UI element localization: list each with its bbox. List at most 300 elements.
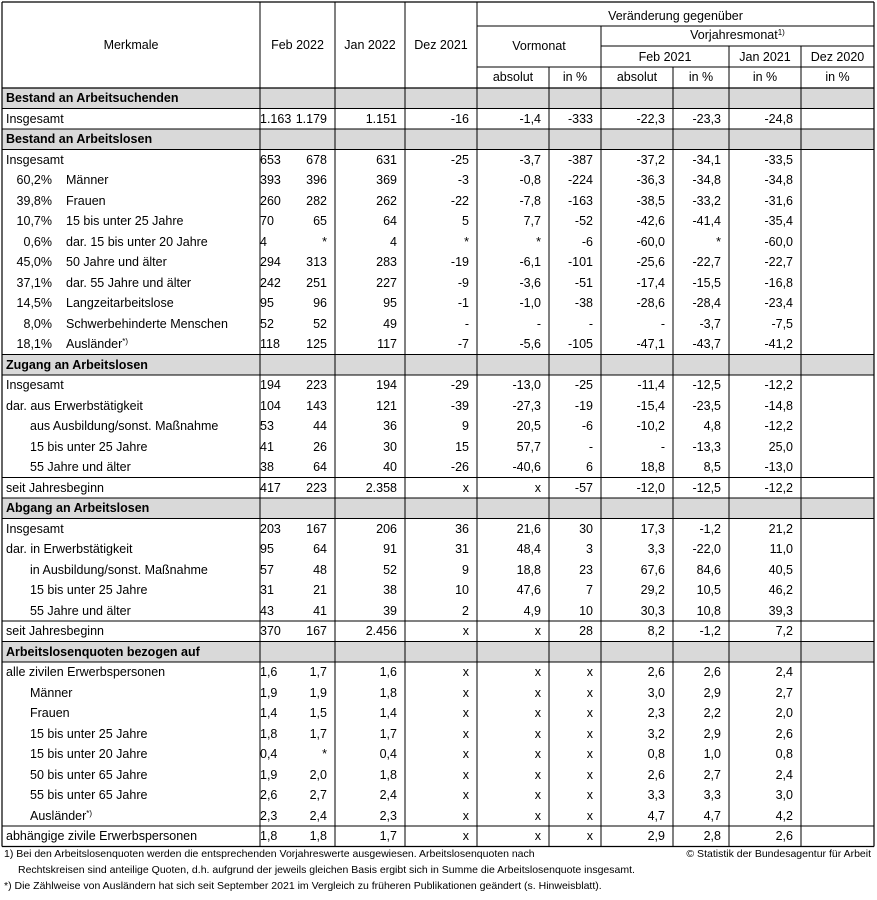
table-cell: -13,3 xyxy=(692,439,721,454)
table-cell: x xyxy=(462,706,469,720)
footnote-2: *) Die Zählweise von Ausländern hat sich seit September 2021 im Vergleich zu früheren Publikationen geändert (s. Hinweisblatt). xyxy=(4,880,602,892)
table-cell: 1,6 xyxy=(379,665,397,679)
table-cell: 30 xyxy=(383,439,397,454)
table-cell: -28,6 xyxy=(636,296,665,310)
table-cell: -22,0 xyxy=(692,542,721,556)
table-cell: -224 xyxy=(567,173,593,187)
table-cell: 17,3 xyxy=(640,521,665,536)
table-cell: 2,7 xyxy=(775,685,793,700)
table-cell: 67,6 xyxy=(640,562,665,577)
row-label-text: dar. 55 Jahre und älter xyxy=(66,275,192,290)
table-cell: 4 xyxy=(390,234,397,249)
table-cell: 38 xyxy=(383,583,397,597)
table-cell: -3,6 xyxy=(519,275,541,290)
share-percent: 60,2% xyxy=(16,173,52,187)
table-cell: -34,1 xyxy=(692,152,721,167)
table-cell: 2,2 xyxy=(703,706,721,720)
table-cell: 95 xyxy=(260,296,274,310)
table-cell: 64 xyxy=(313,542,327,556)
header-veraenderung: Veränderung gegenüber xyxy=(608,9,743,23)
header-vj-in-prozent: in % xyxy=(688,70,714,84)
row-label-text: 15 bis unter 25 Jahre xyxy=(66,214,184,228)
table-cell: 143 xyxy=(306,398,327,413)
table-cell: 283 xyxy=(376,255,397,269)
table-cell: -23,5 xyxy=(692,398,721,413)
table-cell: 38 xyxy=(260,460,274,474)
table-cell: -31,6 xyxy=(764,193,793,208)
row-label-text: Insgesamt xyxy=(6,521,64,536)
table-cell: 41 xyxy=(260,439,274,454)
table-cell: -25 xyxy=(574,378,593,392)
table-cell: -15,5 xyxy=(692,275,721,290)
table-cell: 43 xyxy=(260,603,274,618)
table-cell: 2.456 xyxy=(365,624,397,638)
table-cell: 4,9 xyxy=(523,603,541,618)
table-cell: 95 xyxy=(260,542,274,556)
table-cell: 20,5 xyxy=(516,419,541,433)
table-cell: 70 xyxy=(260,214,274,228)
table-cell: 36 xyxy=(383,419,397,433)
table-cell: 0,4 xyxy=(260,747,278,761)
table-cell: -1,2 xyxy=(699,624,721,638)
table-cell: -105 xyxy=(567,337,593,351)
table-cell: 48,4 xyxy=(516,542,541,556)
table-cell: -52 xyxy=(574,214,593,228)
table-cell: -41,2 xyxy=(764,337,793,351)
header-vm-in-prozent: in % xyxy=(562,70,588,84)
table-cell: 262 xyxy=(376,193,397,208)
header-merkmale: Merkmale xyxy=(103,38,159,52)
table-cell: 260 xyxy=(260,193,281,208)
table-cell: -34,8 xyxy=(764,173,793,187)
table-cell: 6 xyxy=(586,460,593,474)
row-label-text: 15 bis unter 25 Jahre xyxy=(30,726,148,741)
table-cell: 52 xyxy=(383,562,397,577)
row-label-text: dar. aus Erwerbstätigkeit xyxy=(6,398,143,413)
table-cell: 2,4 xyxy=(775,665,793,679)
table-cell: 125 xyxy=(306,337,327,351)
table-cell: 4,8 xyxy=(703,419,721,433)
table-cell: x xyxy=(462,480,469,495)
header-jan2022: Jan 2022 xyxy=(344,38,396,52)
table-cell: 1,8 xyxy=(379,767,397,782)
table-cell: * xyxy=(322,747,327,761)
row-label-text: Ausländer xyxy=(66,337,123,351)
table-cell: 31 xyxy=(260,583,274,597)
table-cell: -38 xyxy=(574,296,593,310)
table-cell: - xyxy=(660,439,665,454)
table-cell: 29,2 xyxy=(640,583,665,597)
table-cell: 678 xyxy=(306,152,327,167)
table-cell: 227 xyxy=(376,275,397,290)
section-heading: Bestand an Arbeitsuchenden xyxy=(6,91,179,105)
table-cell: -6 xyxy=(581,419,593,433)
table-cell: -3,7 xyxy=(699,316,721,331)
table-cell: 194 xyxy=(260,378,281,392)
table-cell: x xyxy=(462,624,469,638)
table-cell: 96 xyxy=(313,296,327,310)
row-label-text: 55 bis unter 65 Jahre xyxy=(30,788,148,802)
table-cell: -17,4 xyxy=(636,275,665,290)
row-label xyxy=(30,785,280,805)
table-cell: -9 xyxy=(457,275,469,290)
row-label-text: Frauen xyxy=(30,706,70,720)
table-cell: -41,4 xyxy=(692,214,721,228)
table-cell: 1,6 xyxy=(260,665,278,679)
row-label-text: Männer xyxy=(66,173,109,187)
row-label xyxy=(6,478,256,498)
table-cell: x xyxy=(586,706,593,720)
section-heading: Arbeitslosenquoten bezogen auf xyxy=(6,644,200,659)
row-label-text: Langzeitarbeitslose xyxy=(66,296,174,310)
row-label xyxy=(30,744,280,764)
row-label xyxy=(30,683,280,703)
table-cell: -163 xyxy=(567,193,593,208)
table-cell: 23 xyxy=(579,562,593,577)
header-dez2020: Dez 2020 xyxy=(810,50,865,64)
table-cell: 2,4 xyxy=(379,788,397,802)
table-cell: -60,0 xyxy=(636,234,665,249)
table-cell: 2,6 xyxy=(647,767,665,782)
table-cell: 4,2 xyxy=(775,808,793,823)
share-percent: 8,0% xyxy=(23,316,52,331)
table-cell: 393 xyxy=(260,173,281,187)
share-percent: 14,5% xyxy=(16,296,52,310)
table-cell: -11,4 xyxy=(637,378,665,392)
row-label-text: 15 bis unter 25 Jahre xyxy=(30,583,148,597)
table-cell: 1,8 xyxy=(260,726,278,741)
table-cell: x xyxy=(586,665,593,679)
table-cell: 44 xyxy=(313,419,327,433)
table-cell: - xyxy=(536,316,541,331)
share-percent: 0,6% xyxy=(23,234,52,249)
table-cell: 95 xyxy=(383,296,397,310)
footnote-1: 1) Bei den Arbeitslosenquoten werden die entsprechenden Vorjahreswerte ausgewiesen. Arbeitslosenquoten nach xyxy=(4,848,535,860)
row-label-text: 55 Jahre und älter xyxy=(30,460,131,474)
table-cell: 39 xyxy=(383,603,397,618)
row-label xyxy=(30,765,280,785)
table-cell: -12,2 xyxy=(764,378,793,392)
table-cell: x xyxy=(586,726,593,741)
table-cell: 7,7 xyxy=(523,214,541,228)
table-cell: -6 xyxy=(581,234,593,249)
table-cell: 7,2 xyxy=(775,624,793,638)
table-cell: -27,3 xyxy=(512,398,541,413)
table-cell: 18,8 xyxy=(516,562,541,577)
table-cell: x xyxy=(586,808,593,823)
table-cell: -12,2 xyxy=(764,480,793,495)
table-cell: -333 xyxy=(567,111,593,126)
table-cell: 194 xyxy=(376,378,397,392)
table-cell: 2,3 xyxy=(260,808,278,823)
table-cell: 2,0 xyxy=(775,706,793,720)
table-cell: x xyxy=(462,767,469,782)
row-label xyxy=(30,416,280,436)
table-cell: -25,6 xyxy=(636,255,665,269)
row-label xyxy=(6,621,256,641)
table-cell: -28,4 xyxy=(692,296,721,310)
table-cell: 2,8 xyxy=(703,829,721,843)
table-cell: 2,6 xyxy=(775,829,793,843)
row-label xyxy=(30,457,280,477)
table-cell: 121 xyxy=(376,398,397,413)
table-cell: -7 xyxy=(457,337,469,351)
table-cell: x xyxy=(534,747,541,761)
header-vm-absolut: absolut xyxy=(492,70,534,84)
row-label-text: Insgesamt xyxy=(6,378,64,392)
table-cell: 21,2 xyxy=(768,521,793,536)
row-label-text: 15 bis unter 25 Jahre xyxy=(30,439,148,454)
table-cell: -7,5 xyxy=(771,316,793,331)
copyright: © Statistik der Bundesagentur für Arbeit xyxy=(686,848,871,860)
table-cell: x xyxy=(462,726,469,741)
table-cell: 1,8 xyxy=(309,829,327,843)
row-label xyxy=(6,375,256,395)
row-label xyxy=(30,601,280,621)
table-cell: -3 xyxy=(457,173,469,187)
table-cell: 64 xyxy=(313,460,327,474)
table-cell: 91 xyxy=(383,542,397,556)
table-cell: -10,2 xyxy=(636,419,665,433)
table-cell: -42,6 xyxy=(636,214,665,228)
header-feb2022: Feb 2022 xyxy=(271,38,324,52)
table-cell: 2,6 xyxy=(260,788,278,802)
table-cell: x xyxy=(462,685,469,700)
table-cell: -29 xyxy=(450,378,469,392)
table-cell: 2,6 xyxy=(703,665,721,679)
table-cell: 52 xyxy=(313,316,327,331)
row-label xyxy=(6,150,256,170)
row-label-text: 55 Jahre und älter xyxy=(30,603,131,618)
row-label xyxy=(6,519,256,539)
share-percent: 39,8% xyxy=(16,193,52,208)
table-cell: -40,6 xyxy=(512,460,541,474)
table-cell: 2 xyxy=(462,603,469,618)
share-percent: 10,7% xyxy=(16,214,52,228)
table-cell: -23,3 xyxy=(692,111,721,126)
section-heading: Abgang an Arbeitslosen xyxy=(6,501,150,515)
table-cell: -387 xyxy=(567,152,593,167)
table-cell: 203 xyxy=(260,521,281,536)
table-cell: * xyxy=(322,234,327,249)
table-cell: x xyxy=(586,829,593,843)
table-cell: 2,9 xyxy=(647,829,665,843)
row-label xyxy=(6,662,256,682)
table-cell: * xyxy=(716,234,721,249)
table-cell: 1.151 xyxy=(365,111,397,126)
row-label xyxy=(6,826,256,846)
table-cell: 57 xyxy=(260,562,274,577)
table-cell: 370 xyxy=(260,624,281,638)
table-cell: 1,9 xyxy=(309,685,327,700)
table-cell: 15 xyxy=(455,439,469,454)
row-label xyxy=(6,396,256,416)
table-cell: -34,8 xyxy=(692,173,721,187)
row-label xyxy=(30,560,280,580)
table-cell: 1,8 xyxy=(260,829,278,843)
table-cell: 1,8 xyxy=(379,685,397,700)
table-cell: 26 xyxy=(313,439,327,454)
table-cell: 206 xyxy=(376,521,397,536)
table-cell: 2,7 xyxy=(309,788,327,802)
table-cell: x xyxy=(534,624,541,638)
share-percent: 37,1% xyxy=(16,275,52,290)
table-cell: x xyxy=(586,685,593,700)
table-cell: * xyxy=(464,234,469,249)
table-cell: 10,5 xyxy=(696,583,721,597)
table-cell: 5 xyxy=(462,214,469,228)
table-cell: 1.179 xyxy=(295,111,327,126)
table-cell: -33,2 xyxy=(692,193,721,208)
table-cell: 282 xyxy=(306,193,327,208)
table-cell: -25 xyxy=(450,152,469,167)
table-cell: 313 xyxy=(306,255,327,269)
table-cell: 167 xyxy=(306,624,327,638)
table-cell: x xyxy=(534,665,541,679)
row-label-text: seit Jahresbeginn xyxy=(6,480,104,495)
table-cell: 3,0 xyxy=(775,788,793,802)
table-cell: 3,3 xyxy=(647,788,665,802)
row-label-text: abhängige zivile Erwerbspersonen xyxy=(6,829,198,843)
table-cell: 2,4 xyxy=(309,808,327,823)
table-cell: 118 xyxy=(260,337,280,351)
table-cell: 57,7 xyxy=(516,439,541,454)
table-cell: x xyxy=(462,808,469,823)
table-cell: 40 xyxy=(383,460,397,474)
row-label-text: 50 bis unter 65 Jahre xyxy=(30,767,148,782)
table-cell: -19 xyxy=(450,255,469,269)
table-cell: -16 xyxy=(450,111,469,126)
table-cell: 3,3 xyxy=(703,788,721,802)
table-cell: 36 xyxy=(455,521,469,536)
table-cell: 25,0 xyxy=(768,439,793,454)
table-cell: -19 xyxy=(574,398,593,413)
table-cell: -22,7 xyxy=(692,255,721,269)
table-cell: 46,2 xyxy=(768,583,793,597)
table-cell: 7 xyxy=(586,583,593,597)
row-label-text: Frauen xyxy=(66,193,106,208)
header-dez2021: Dez 2021 xyxy=(414,38,468,52)
share-percent: 45,0% xyxy=(16,255,52,269)
row-label xyxy=(30,580,280,600)
table-cell: x xyxy=(534,685,541,700)
table-cell: -12,5 xyxy=(692,378,721,392)
row-label xyxy=(6,109,256,129)
table-cell: -6,1 xyxy=(519,255,541,269)
table-cell: 242 xyxy=(260,275,281,290)
table-cell: 1,7 xyxy=(309,665,327,679)
row-label xyxy=(30,806,280,826)
table-cell: 39,3 xyxy=(768,603,793,618)
table-cell: x xyxy=(586,767,593,782)
table-cell: -1,0 xyxy=(519,296,541,310)
row-label-text: Männer xyxy=(30,685,73,700)
table-cell: -1,2 xyxy=(699,521,721,536)
table-cell: 4,7 xyxy=(647,808,665,823)
table-cell: -38,5 xyxy=(636,193,665,208)
table-cell: 8,5 xyxy=(703,460,721,474)
table-cell: -22,3 xyxy=(636,111,665,126)
table-cell: 9 xyxy=(462,419,469,433)
table-cell: -13,0 xyxy=(512,378,541,392)
row-label-text: in Ausbildung/sonst. Maßnahme xyxy=(30,562,208,577)
table-cell: x xyxy=(534,788,541,802)
table-cell: 30 xyxy=(579,521,593,536)
table-cell: -47,1 xyxy=(636,337,665,351)
table-cell: -36,3 xyxy=(636,173,665,187)
table-cell: 631 xyxy=(376,152,397,167)
table-cell: x xyxy=(586,788,593,802)
row-label xyxy=(30,437,280,457)
table-cell: 104 xyxy=(260,398,281,413)
table-cell: 1,9 xyxy=(260,685,278,700)
table-cell: 1,4 xyxy=(260,706,278,720)
table-cell: 53 xyxy=(260,419,274,433)
table-cell: 52 xyxy=(260,316,274,331)
table-cell: x xyxy=(462,665,469,679)
table-cell: x xyxy=(462,747,469,761)
table-cell: 2,3 xyxy=(647,706,665,720)
table-cell: -1,4 xyxy=(519,111,541,126)
table-cell: 2,9 xyxy=(703,726,721,741)
footnote-1-cont: Rechtskreisen sind anteilige Quoten, d.h. aufgrund der jeweils gleichen Basis ergibt sich in Summe die Arbeitslosenquote insgesamt. xyxy=(18,864,635,876)
table-cell: x xyxy=(534,829,541,843)
table-cell: 8,2 xyxy=(647,624,665,638)
table-cell: 64 xyxy=(383,214,397,228)
table-cell: 1,5 xyxy=(309,706,327,720)
table-cell: 369 xyxy=(376,173,397,187)
table-cell: 3,2 xyxy=(647,726,665,741)
table-cell: -60,0 xyxy=(764,234,793,249)
table-cell: 1,7 xyxy=(379,726,397,741)
table-cell: 28 xyxy=(579,624,593,638)
row-label-text: alle zivilen Erwerbspersonen xyxy=(6,665,166,679)
table-cell: 40,5 xyxy=(768,562,793,577)
table-cell: 3,0 xyxy=(647,685,665,700)
table-cell: 31 xyxy=(455,542,469,556)
table-cell: -51 xyxy=(574,275,593,290)
table-cell: 653 xyxy=(260,152,281,167)
row-label-text: dar. in Erwerbstätigkeit xyxy=(6,542,133,556)
table-cell: 10,8 xyxy=(696,603,721,618)
table-cell: -12,2 xyxy=(764,419,793,433)
table-cell: -24,8 xyxy=(764,111,793,126)
table-cell: - xyxy=(588,439,593,454)
row-label-text: 50 Jahre und älter xyxy=(66,255,167,269)
table-cell: x xyxy=(534,767,541,782)
table-cell: -26 xyxy=(450,460,469,474)
table-cell: 3,3 xyxy=(647,542,665,556)
table-cell: -43,7 xyxy=(692,337,721,351)
table-cell: x xyxy=(586,747,593,761)
row-label-text: aus Ausbildung/sonst. Maßnahme xyxy=(30,419,219,433)
header-jan2021-in-prozent: in % xyxy=(752,70,778,84)
section-heading: Bestand an Arbeitslosen xyxy=(6,132,153,146)
share-percent: 18,1% xyxy=(16,337,52,351)
table-cell: -16,8 xyxy=(764,275,793,290)
table-cell: 9 xyxy=(462,562,469,577)
table-cell: -22 xyxy=(450,193,469,208)
header-feb2021: Feb 2021 xyxy=(638,50,692,64)
table-cell: -22,7 xyxy=(764,255,793,269)
row-label-text: 15 bis unter 20 Jahre xyxy=(30,747,148,761)
table-cell: x xyxy=(534,808,541,823)
row-label xyxy=(30,703,280,723)
table-cell: -15,4 xyxy=(636,398,665,413)
table-cell: -12,0 xyxy=(636,480,665,495)
header-dez2020-in-prozent: in % xyxy=(825,70,850,84)
table-cell: x xyxy=(534,706,541,720)
